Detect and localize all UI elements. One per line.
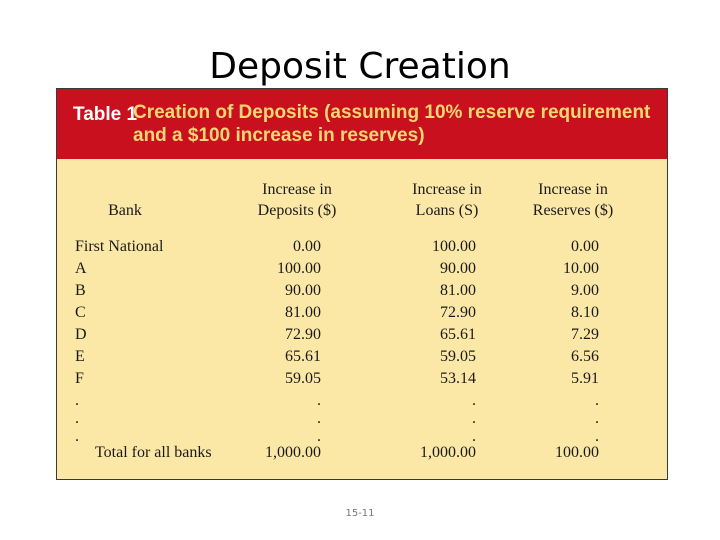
column-header-deposits (237, 179, 357, 221)
slide-title: Deposit Creation (209, 46, 511, 87)
column-header-line1: Increase in (412, 181, 482, 198)
deposits-cell: 100.00 (277, 260, 321, 277)
bank-cell: . (75, 428, 79, 445)
reserves-cell: 8.10 (571, 304, 599, 321)
column-header-line1: Increase in (262, 181, 332, 198)
column-header-loans (387, 179, 507, 221)
table-row-ellipsis (57, 390, 667, 408)
loans-cell: 81.00 (440, 282, 476, 299)
column-header-bank (85, 179, 165, 221)
loans-cell: 53.14 (440, 370, 476, 387)
deposits-cell: . (317, 392, 321, 409)
reserves-cell: 5.91 (571, 370, 599, 387)
deposits-cell: 0.00 (293, 238, 321, 255)
column-header-line2: Bank (108, 202, 142, 219)
loans-cell: 65.61 (440, 326, 476, 343)
table-row (57, 236, 667, 258)
reserves-cell: . (595, 410, 599, 427)
bank-cell: First National (75, 238, 164, 255)
column-header-line1 (85, 179, 165, 200)
bank-cell: D (75, 326, 87, 343)
bank-cell: . (75, 392, 79, 409)
deposit-table (56, 88, 668, 480)
loans-cell: . (472, 410, 476, 427)
bank-cell: . (75, 410, 79, 427)
loans-cell: . (472, 392, 476, 409)
table-body (57, 236, 667, 444)
table-total-row (57, 442, 667, 464)
table-header-band (57, 89, 667, 159)
total-label: Total for all banks (95, 444, 212, 461)
reserves-cell: . (595, 428, 599, 445)
deposits-cell: 65.61 (285, 348, 321, 365)
table-row (57, 302, 667, 324)
loans-cell: 72.90 (440, 304, 476, 321)
bank-cell: F (75, 370, 84, 387)
table-row (57, 324, 667, 346)
reserves-cell: 0.00 (571, 238, 599, 255)
deposits-cell: 72.90 (285, 326, 321, 343)
table-row (57, 258, 667, 280)
table-label: Table 1 (73, 104, 138, 125)
column-header-line2: Reserves ($) (532, 202, 614, 219)
deposits-cell: 81.00 (285, 304, 321, 321)
reserves-cell: 10.00 (563, 260, 599, 277)
column-header-line2: Loans (S) (415, 202, 479, 219)
loans-cell: 100.00 (432, 238, 476, 255)
reserves-cell: . (595, 392, 599, 409)
bank-cell: C (75, 304, 86, 321)
deposits-cell: . (317, 428, 321, 445)
column-header-reserves (513, 179, 633, 221)
reserves-cell: 7.29 (571, 326, 599, 343)
column-header-line2: Deposits ($) (257, 202, 337, 219)
deposits-cell: . (317, 410, 321, 427)
slide-number: 15-11 (345, 508, 375, 519)
bank-cell: A (75, 260, 87, 277)
total-deposits: 1,000.00 (265, 444, 321, 461)
loans-cell: . (472, 428, 476, 445)
table-row-ellipsis (57, 408, 667, 426)
table-caption: Creation of Deposits (assuming 10% reserve requirement and a $100 increase in reserves) (133, 102, 651, 146)
total-loans: 1,000.00 (420, 444, 476, 461)
table-row (57, 346, 667, 368)
loans-cell: 59.05 (440, 348, 476, 365)
deposits-cell: 59.05 (285, 370, 321, 387)
table-row (57, 280, 667, 302)
table-row (57, 368, 667, 390)
total-reserves: 100.00 (555, 444, 599, 461)
bank-cell: B (75, 282, 86, 299)
bank-cell: E (75, 348, 85, 365)
deposits-cell: 90.00 (285, 282, 321, 299)
reserves-cell: 9.00 (571, 282, 599, 299)
column-header-line1: Increase in (538, 181, 608, 198)
reserves-cell: 6.56 (571, 348, 599, 365)
loans-cell: 90.00 (440, 260, 476, 277)
